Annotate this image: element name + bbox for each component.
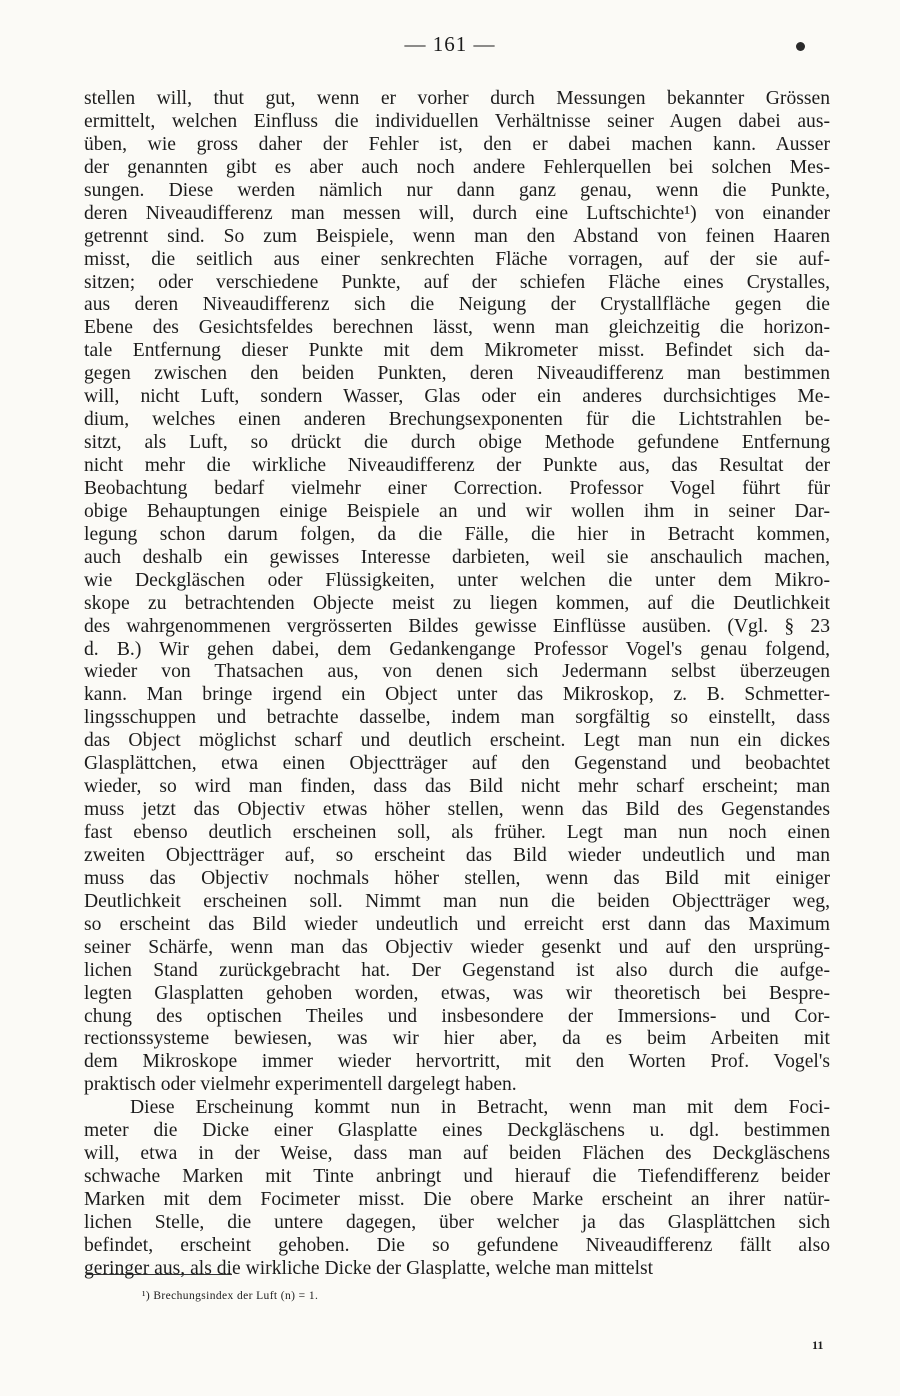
text-line: praktisch oder vielmehr experimentell dargelegt haben. <box>84 1074 517 1096</box>
text-line: Ebene des Gesichtsfeldes berechnen lässt, wenn man gleichzeitig die horizon- <box>84 317 830 339</box>
body-text <box>84 88 830 1281</box>
text-line: muss das Objectiv nochmals höher stellen, wenn das Bild mit einiger <box>84 867 830 889</box>
text-line: rectionssysteme bewiesen, was wir hier aber, da es beim Arbeiten mit <box>84 1028 830 1050</box>
text-line: kann. Man bringe irgend ein Object unter das Mikroskop, z. B. Schmetter- <box>84 684 830 706</box>
text-line: so erscheint das Bild wieder undeutlich und erreicht erst dann das Maximum <box>84 913 830 935</box>
text-line: tale Entfernung dieser Punkte mit dem Mikrometer misst. Befindet sich da- <box>84 340 830 362</box>
text-line: obige Behauptungen einige Beispiele an und wir wollen ihm in seiner Dar- <box>84 500 830 522</box>
text-line: dem Mikroskope immer wieder hervortritt, mit den Worten Prof. Vogel's <box>84 1051 830 1073</box>
text-line: sitzen; oder verschiedene Punkte, auf der schiefen Fläche eines Crystalles, <box>84 271 830 293</box>
text-line: lichen Stelle, die untere dagegen, über welcher ja das Glasplättchen sich <box>84 1211 830 1233</box>
text-line: der genannten gibt es aber auch noch andere Fehlerquellen bei solchen Mes- <box>84 156 830 178</box>
text-line: seiner Schärfe, wenn man das Objectiv wieder gesenkt und auf den ursprüng- <box>84 936 830 958</box>
text-line: des wahrgenommenen vergrösserten Bildes gewisse Einflüsse ausüben. (Vgl. § 23 <box>84 615 830 637</box>
footnote-divider <box>86 1274 232 1275</box>
text-line: gegen zwischen den beiden Punkten, deren Niveaudifferenz man bestimmen <box>84 363 830 385</box>
text-line: ermittelt, welchen Einfluss die individuellen Verhältnisse seiner Augen dabei aus- <box>84 110 830 132</box>
text-line: getrennt sind. So zum Beispiele, wenn man den Abstand von feinen Haaren <box>84 225 830 247</box>
text-line: dium, welches einen anderen Brechungsexponenten für die Lichtstrahlen be- <box>84 409 830 431</box>
text-line: skope zu betrachtenden Objecte meist zu liegen kommen, auf die Deutlichkeit <box>84 592 830 614</box>
text-line: Deutlichkeit erscheinen soll. Nimmt man nun die beiden Objectträger weg, <box>84 890 830 912</box>
text-line: fast ebenso deutlich erscheinen soll, als früher. Legt man nun noch einen <box>84 822 830 843</box>
text-line: Glasplättchen, etwa einen Objectträger auf den Gegenstand und beobachtet <box>84 753 830 775</box>
footnote: ¹) Brechungsindex der Luft (n) = 1. <box>142 1290 319 1302</box>
text-line: üben, wie gross daher der Fehler ist, den er dabei machen kann. Ausser <box>84 133 830 155</box>
text-line: legten Glasplatten gehoben worden, etwas, was wir theoretisch bei Bespre- <box>84 982 830 1004</box>
text-line: Beobachtung bedarf vielmehr einer Correction. Professor Vogel führt für <box>84 477 830 499</box>
page-number: — 161 — <box>404 32 496 56</box>
text-line: nicht mehr die wirkliche Niveaudifferenz der Punkte aus, das Resultat der <box>84 455 830 476</box>
text-line: Marken mit dem Focimeter misst. Die obere Marke erscheint an ihrer natür- <box>84 1189 830 1210</box>
text-line: wieder, so wird man finden, dass das Bild nicht mehr scharf erscheint; man <box>84 776 830 798</box>
text-line: wieder von Thatsachen aus, von denen sich Jedermann selbst überzeugen <box>84 661 830 683</box>
text-line: geringer aus, als die wirkliche Dicke der Glasplatte, welche man mittelst <box>84 1257 654 1279</box>
printer-signature-mark: 11 <box>812 1338 824 1352</box>
text-line: lichen Stand zurückgebracht hat. Der Gegenstand ist also durch die aufge- <box>84 959 830 981</box>
text-line: will, nicht Luft, sondern Wasser, Glas oder ein anderes durchsichtiges Me- <box>84 386 830 408</box>
text-line: zweiten Objectträger auf, so erscheint das Bild wieder undeutlich und man <box>84 844 830 866</box>
text-line: deren Niveaudifferenz man messen will, durch eine Luftschichte¹) von einander <box>84 202 830 224</box>
text-line: auch deshalb ein gewisses Interesse darbieten, weil sie anschaulich machen, <box>84 546 830 568</box>
text-line: sungen. Diese werden nämlich nur dann ganz genau, wenn die Punkte, <box>84 179 830 201</box>
text-line: Diese Erscheinung kommt nun in Betracht, wenn man mit dem Foci- <box>130 1097 830 1119</box>
text-line: wie Deckgläschen oder Flüssigkeiten, unter welchen die unter dem Mikro- <box>84 569 830 591</box>
text-line: misst, die seitlich aus einer senkrechten Fläche vorragen, auf der sie auf- <box>84 248 830 270</box>
text-line: meter die Dicke einer Glasplatte eines Deckgläschens u. dgl. bestimmen <box>84 1120 830 1142</box>
text-line: befindet, erscheint gehoben. Die so gefundene Niveaudifferenz fällt also <box>84 1234 830 1256</box>
text-line: muss jetzt das Objectiv etwas höher stellen, wenn das Bild des Gegenstandes <box>84 799 830 821</box>
ink-dot-mark <box>796 42 805 51</box>
text-line: aus deren Niveaudifferenz sich die Neigung der Crystallfläche gegen die <box>84 294 830 316</box>
text-line: legung schon darum folgen, da die Fälle, die hier in Betracht kommen, <box>84 523 830 545</box>
text-line: das Object möglichst scharf und deutlich erscheint. Legt man nun ein dickes <box>84 730 830 752</box>
text-line: lingsschuppen und betrachte dasselbe, indem man sorgfältig so einstellt, dass <box>84 707 830 729</box>
text-line: stellen will, thut gut, wenn er vorher durch Messungen bekannter Grössen <box>84 88 830 109</box>
text-line: schwache Marken mit Tinte anbringt und hierauf die Tiefendifferenz beider <box>84 1166 830 1188</box>
text-line: will, etwa in der Weise, dass man auf beiden Flächen des Deckgläschens <box>84 1143 830 1165</box>
text-line: d. B.) Wir gehen dabei, dem Gedankengange Professor Vogel's genau folgend, <box>84 638 830 660</box>
text-line: sitzt, als Luft, so drückt die durch obige Methode gefundene Entfernung <box>84 432 830 454</box>
text-line: chung des optischen Theiles und insbesondere der Immersions- und Cor- <box>84 1005 830 1027</box>
